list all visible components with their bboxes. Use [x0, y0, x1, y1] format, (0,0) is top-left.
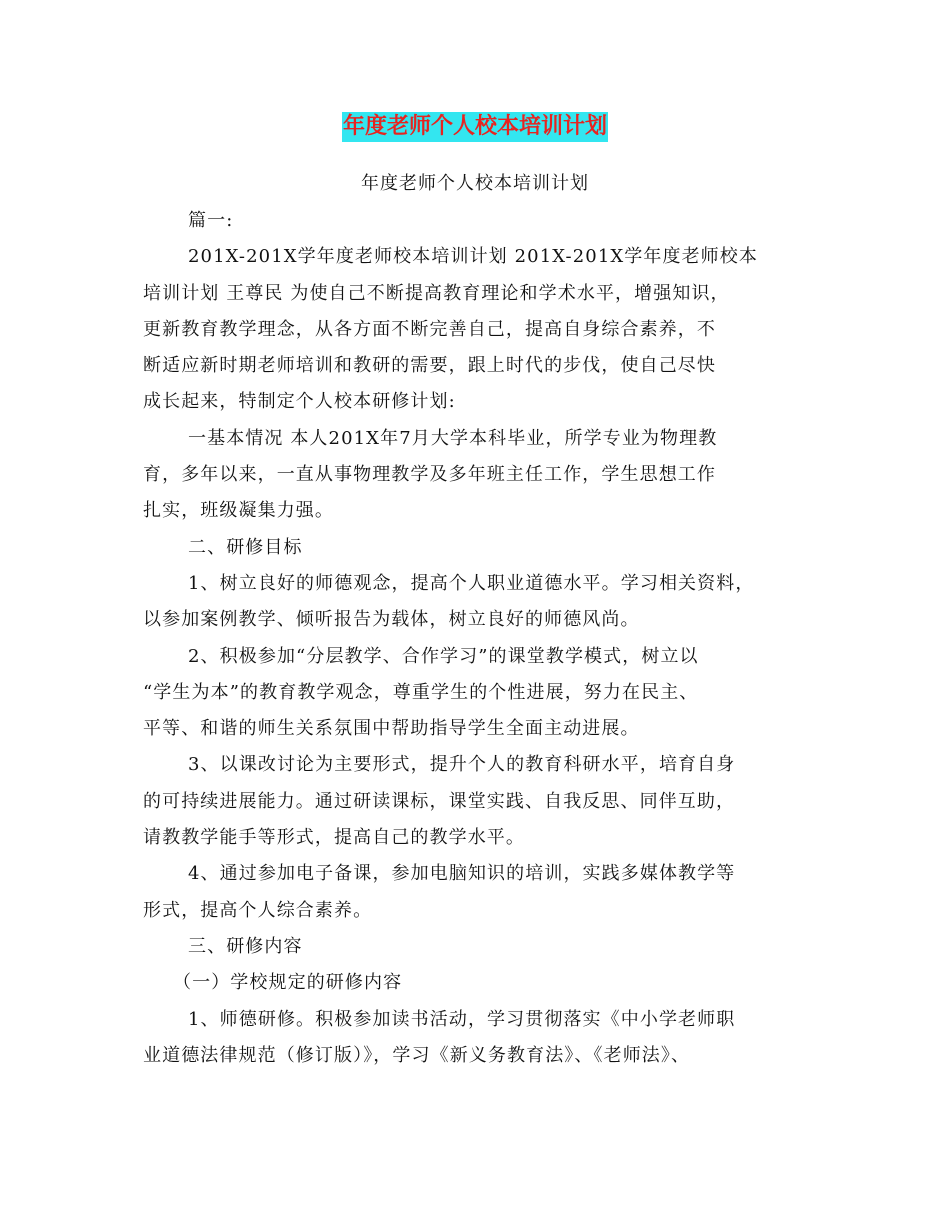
- paragraph-line: 以参加案例教学、倾听报告为载体，树立良好的师德风尚。: [143, 609, 640, 631]
- paragraph-line: 成长起来，特制定个人校本研修计划:: [143, 391, 456, 413]
- paragraph-line: 一基本情况 本人201X年7月大学本科毕业，所学专业为物理教: [188, 427, 718, 449]
- paragraph-line: 平等、和谐的师生关系氛围中帮助指导学生全面主动进展。: [143, 718, 640, 740]
- paragraph-line: 201X-201X学年度老师校本培训计划 201X-201X学年度老师校本: [188, 246, 758, 268]
- document-body: [143, 203, 823, 1074]
- document-title: 年度老师个人校本培训计划: [342, 112, 608, 142]
- paragraph-heading: 篇一:: [188, 210, 234, 231]
- paragraph-line: 扎实，班级凝集力强。: [143, 500, 334, 522]
- paragraph-line: 育，多年以来，一直从事物理教学及多年班主任工作，学生思想工作: [143, 464, 716, 486]
- paragraph-line: 培训计划 王尊民 为使自己不断提高教育理论和学术水平，增强知识，: [143, 282, 730, 304]
- section-heading: 三、研修内容: [188, 935, 303, 957]
- paragraph-line: 4、通过参加电子备课，参加电脑知识的培训，实践多媒体教学等: [188, 863, 736, 885]
- paragraph-line: 业道德法律规范（修订版）》，学习《新义务教育法》、《老师法》、: [143, 1044, 691, 1066]
- paragraph-line: 2、积极参加“分层教学、合作学习”的课堂教学模式，树立以: [188, 645, 699, 667]
- title-container: [0, 112, 950, 142]
- section-heading: 二、研修目标: [188, 536, 303, 558]
- document-subtitle: 年度老师个人校本培训计划: [361, 173, 589, 194]
- paragraph-line: 1、师德研修。积极参加读书活动，学习贯彻落实《中小学老师职: [188, 1008, 736, 1030]
- paragraph-line: “学生为本”的教育教学观念，尊重学生的个性进展，努力在民主、: [143, 681, 699, 703]
- paragraph-line: 请教教学能手等形式，提高自己的教学水平。: [143, 827, 525, 849]
- paragraph-line: 1、树立良好的师德观念，提高个人职业道德水平。学习相关资料，: [188, 572, 755, 594]
- paragraph-line: 3、以课改讨论为主要形式，提升个人的教育科研水平，培育自身: [188, 754, 736, 776]
- paragraph-line: 更新教育教学理念，从各方面不断完善自己，提高自身综合素养，不: [143, 318, 716, 340]
- paragraph-line: 的可持续进展能力。通过研读课标，课堂实践、自我反思、同伴互助，: [143, 790, 736, 812]
- paragraph-line: 形式，提高个人综合素养。: [143, 899, 373, 921]
- paragraph-line: 断适应新时期老师培训和教研的需要，跟上时代的步伐，使自己尽快: [143, 355, 716, 377]
- subsection-heading: （一）学校规定的研修内容: [173, 972, 403, 994]
